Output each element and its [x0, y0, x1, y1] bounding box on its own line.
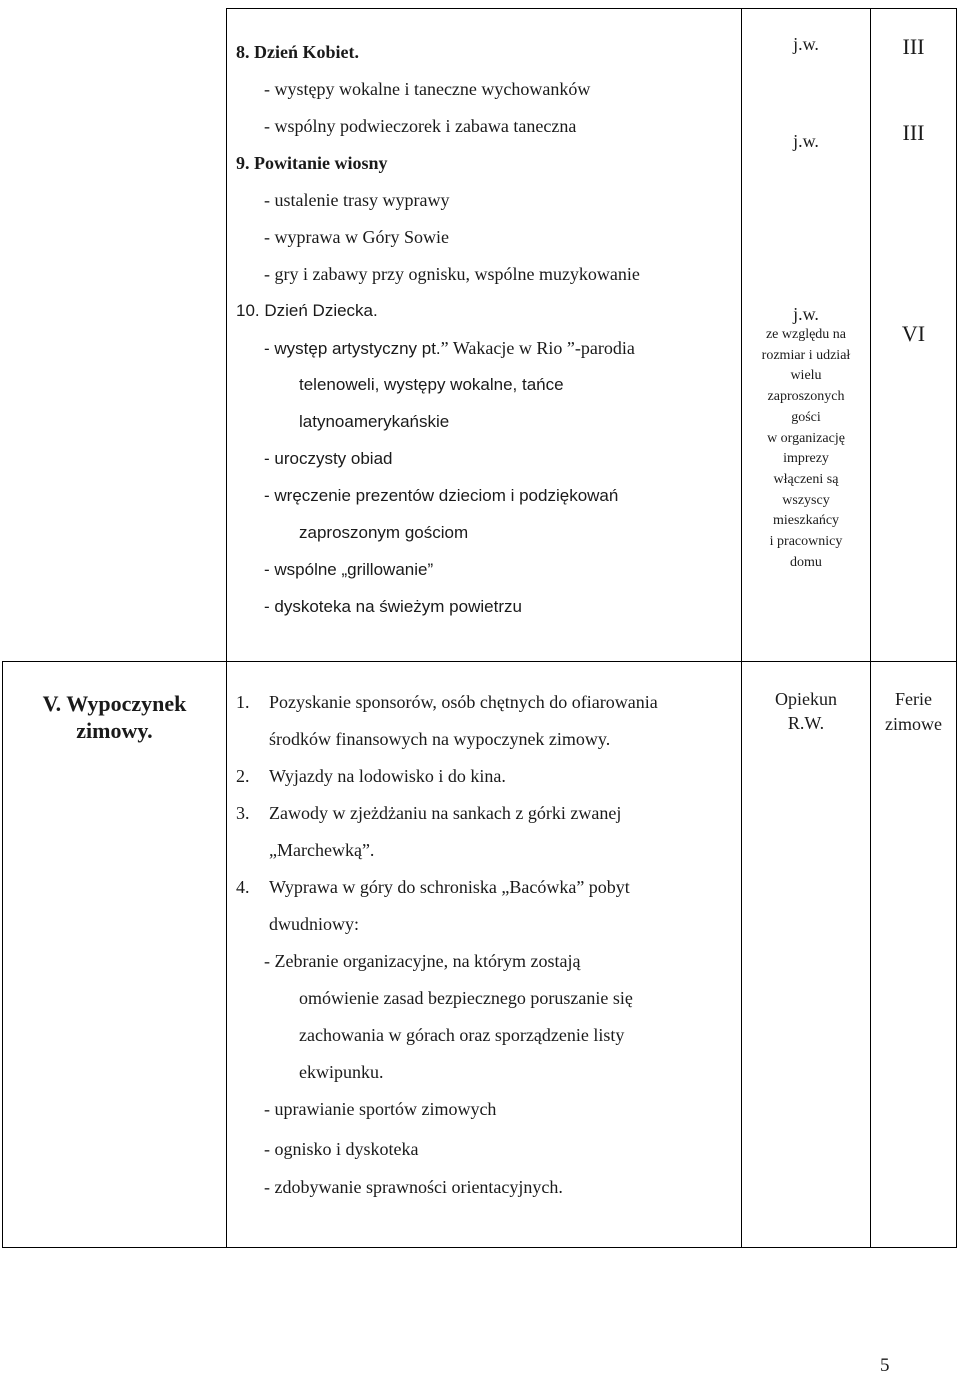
item-10-line: - wspólne „grillowanie”	[264, 560, 434, 579]
term-line: zimowe	[885, 714, 942, 734]
table-border-left-bottom	[2, 661, 3, 1247]
note-line: mieszkańcy	[772, 513, 840, 529]
item-10-line: - wręczenie prezentów dzieciom i podziękowań	[264, 486, 619, 505]
section-v-title-line: V. Wypoczynek	[42, 691, 187, 716]
item-10-line	[264, 338, 635, 359]
note-line: imprezy	[783, 451, 829, 467]
note-line: gości	[791, 409, 821, 425]
page-number: 5	[880, 1355, 890, 1376]
list-item-text: Pozyskanie sponsorów, osób chętnych do ofiarowania	[269, 692, 658, 712]
item-8-line: - występy wokalne i taneczne wychowanków	[264, 79, 591, 99]
table-column-divider-2	[741, 8, 742, 1247]
term-10: VI	[901, 321, 926, 346]
item-10-line: telenoweli, występy wokalne, tańce	[299, 375, 564, 394]
note-line: i pracownicy	[769, 534, 843, 550]
list-item-text: Wyprawa w góry do schroniska „Bacówka” pobyt	[269, 877, 630, 897]
responsible-10: j.w.	[793, 304, 819, 324]
responsible-line: Opiekun	[775, 689, 837, 709]
item-10-title: 10. Dzień Dziecka.	[236, 301, 378, 320]
term-9: III	[902, 120, 925, 145]
section-v-responsible	[742, 687, 870, 735]
section-v-title-line: zimowy.	[76, 718, 153, 743]
sub-list-item: - Zebranie organizacyjne, na którym zostają	[264, 951, 581, 971]
note-line: domu	[790, 554, 822, 570]
sub-list-item: - uprawianie sportów zimowych	[264, 1099, 497, 1119]
table-border-bottom	[2, 1247, 957, 1248]
list-item-num: 3.	[236, 803, 250, 823]
sub-list-item: zachowania w górach oraz sporządzenie listy	[299, 1025, 625, 1045]
list-item-text: dwudniowy:	[269, 914, 359, 934]
term-8: III	[902, 34, 925, 59]
section-v-term	[871, 687, 956, 737]
note-line: zaproszonych	[767, 389, 845, 405]
table-border-left-top	[226, 8, 227, 661]
list-item-text: środków finansowych na wypoczynek zimowy.	[269, 729, 611, 749]
item-9-line: - wyprawa w Góry Sowie	[264, 227, 449, 247]
item-9-line: - ustalenie trasy wyprawy	[264, 190, 450, 210]
responsible-10-note	[742, 325, 870, 573]
item-10-line: - uroczysty obiad	[264, 449, 393, 468]
list-item-num: 4.	[236, 877, 250, 897]
responsible-line: R.W.	[787, 713, 825, 733]
note-line: włączeni są	[773, 471, 839, 487]
item-10-line-part: - występ artystyczny pt.	[264, 339, 441, 358]
item-10-line: latynoamerykańskie	[299, 412, 450, 431]
item-9-line: - gry i zabawy przy ognisku, wspólne muzykowanie	[264, 264, 640, 284]
item-10-line-part: ” Wakacje w Rio ”-parodia	[440, 338, 635, 358]
responsible-8: j.w.	[793, 34, 819, 54]
table-column-divider-1	[226, 661, 227, 1247]
note-line: wielu	[790, 368, 822, 384]
list-item-num: 2.	[236, 766, 250, 786]
table-column-divider-3	[870, 8, 871, 1247]
section-v-title	[3, 690, 226, 744]
item-10-line: - dyskoteka na świeżym powietrzu	[264, 597, 522, 616]
list-item-num: 1.	[236, 692, 250, 712]
item-8-line: - wspólny podwieczorek i zabawa taneczna	[264, 116, 577, 136]
note-line: rozmiar i udział	[761, 347, 851, 363]
responsible-9: j.w.	[793, 131, 819, 151]
sub-list-item: - zdobywanie sprawności orientacyjnych.	[264, 1177, 563, 1197]
note-line: ze względu na	[765, 327, 847, 342]
list-item-text: Zawody w zjeżdżaniu na sankach z górki zwanej	[269, 803, 622, 823]
table-border-right	[956, 8, 957, 1247]
note-line: w organizację	[767, 430, 845, 446]
sub-list-item: ekwipunku.	[299, 1062, 384, 1082]
term-line: Ferie	[895, 689, 932, 709]
sub-list-item: omówienie zasad bezpiecznego poruszanie się	[299, 988, 633, 1008]
item-10-line: zaproszonym gościom	[299, 523, 469, 542]
list-item-text: „Marchewką”.	[269, 840, 375, 860]
list-item-text: Wyjazdy na lodowisko i do kina.	[269, 766, 506, 786]
table-border-row-divider	[2, 661, 957, 662]
item-8-title: 8. Dzień Kobiet.	[236, 42, 359, 62]
item-9-title: 9. Powitanie wiosny	[236, 153, 388, 173]
sub-list-item: - ognisko i dyskoteka	[264, 1139, 419, 1159]
note-line: wszyscy	[782, 492, 830, 508]
table-border-top	[226, 8, 957, 9]
